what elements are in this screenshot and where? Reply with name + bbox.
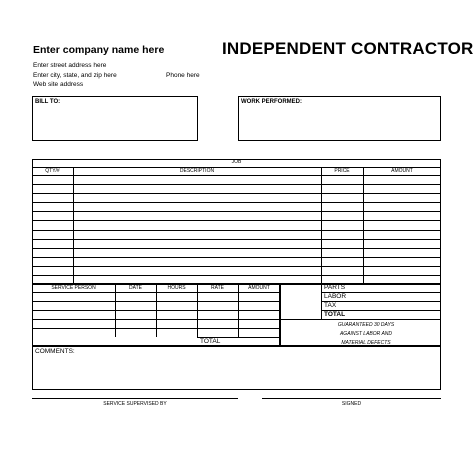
document-title: INDEPENDENT CONTRACTOR	[222, 39, 474, 58]
phone-number: Phone here	[166, 72, 200, 79]
service-total-label: TOTAL	[200, 338, 221, 345]
work-performed-label: WORK PERFORMED:	[241, 99, 302, 105]
signed-label: SIGNED	[341, 401, 362, 407]
company-name: Enter company name here	[33, 44, 165, 56]
job-table-row-line	[32, 257, 441, 258]
supervised-by-line[interactable]	[32, 398, 238, 399]
job-table-row-line	[32, 239, 441, 240]
street-address: Enter street address here	[33, 62, 107, 69]
job-table-title: JOB	[231, 159, 242, 165]
col-price: PRICE	[334, 168, 350, 174]
job-table-row-line	[32, 248, 441, 249]
job-table-row-line	[32, 220, 441, 221]
col-qty: QTY/#	[45, 168, 60, 174]
comments-label: COMMENTS:	[35, 348, 75, 355]
col-rate: RATE	[211, 285, 224, 291]
job-table-row-line	[32, 202, 441, 203]
col-description: DESCRIPTION	[179, 168, 215, 174]
bill-to-label: BILL TO:	[35, 99, 61, 105]
col-hours: HOURS	[167, 285, 186, 291]
labor-label: LABOR	[324, 293, 347, 300]
job-table-row-line	[32, 211, 441, 212]
col-service-amount: AMOUNT	[248, 285, 270, 291]
comments-box[interactable]	[32, 346, 441, 390]
col-amount: AMOUNT	[391, 168, 413, 174]
job-table-row-line	[32, 230, 441, 231]
bill-to-box[interactable]	[32, 96, 198, 141]
job-table-row-line	[32, 184, 441, 185]
job-table-row-line	[32, 266, 441, 267]
guarantee-line-3: MATERIAL DEFECTS	[341, 340, 391, 346]
guarantee-line-2: AGAINST LABOR AND	[339, 331, 393, 337]
guarantee-line-1: GUARANTEED 30 DAYS	[337, 322, 395, 328]
work-performed-box[interactable]	[238, 96, 441, 141]
summary-total-label: TOTAL	[324, 311, 346, 318]
tax-label: TAX	[324, 302, 337, 309]
web-address: Web site address	[33, 81, 84, 88]
job-table-row-line	[32, 275, 441, 276]
city-state-zip: Enter city, state, and zip here	[33, 72, 117, 79]
col-date: DATE	[129, 285, 142, 291]
job-table-row-line	[32, 193, 441, 194]
parts-label: PARTS	[324, 284, 346, 291]
signed-line[interactable]	[262, 398, 441, 399]
col-service-person: SERVICE PERSON	[51, 285, 96, 291]
supervised-by-label: SERVICE SUPERVISED BY	[103, 401, 167, 407]
